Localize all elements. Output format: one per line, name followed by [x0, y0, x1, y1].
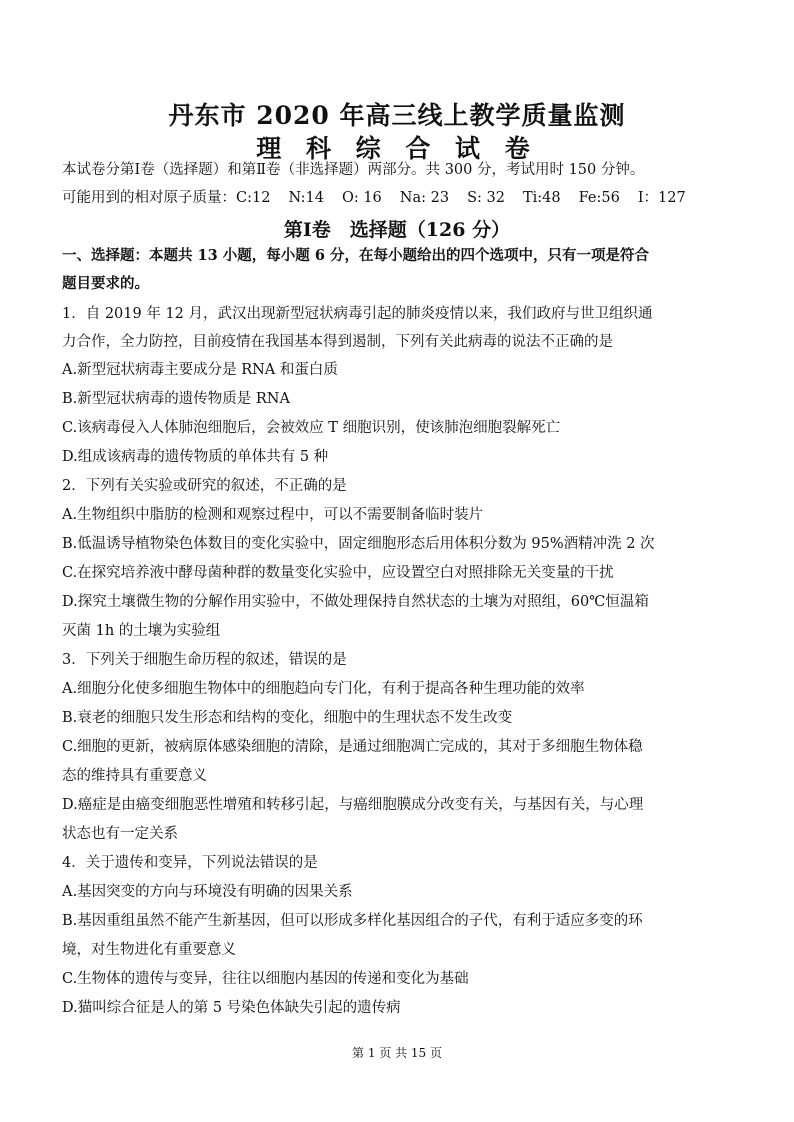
instructions-line-1: 一、选择题：本题共 13 小题，每小题 6 分，在每小题给出的四个选项中，只有一项是符合: [62, 247, 649, 264]
atom-na: Na: 23: [399, 190, 450, 206]
atom-ti: Ti:48: [522, 190, 561, 206]
q3-option-c-2: 态的维持具有重要意义: [62, 768, 207, 784]
atom-c: C:12: [236, 190, 271, 206]
exam-subtitle: 理 科 综 合 试 卷: [256, 134, 538, 163]
q3-option-d-2: 状态也有一定关系: [62, 826, 178, 842]
section-title: 第Ⅰ卷 选择题（126 分）: [283, 219, 511, 241]
exam-title: 丹东市 2020 年高三线上教学质量监测: [168, 101, 626, 130]
q1-stem-1: 1．自 2019 年 12 月，武汉出现新型冠状病毒引起的肺炎疫情以来，我们政府与世卫组织通: [62, 306, 653, 322]
q2-option-d-2: 灭菌 1h 的土壤为实验组: [62, 623, 221, 639]
q4-option-b-2: 境，对生物进化有重要意义: [62, 942, 236, 958]
q1-option-b: B.新型冠状病毒的遗传物质是 RNA: [62, 391, 290, 407]
q1-stem-2: 力合作，全力防控，目前疫情在我国基本得到遏制，下列有关此病毒的说法不正确的是: [62, 334, 613, 350]
q2-option-d-1: D.探究土壤微生物的分解作用实验中，不做处理保持自然状态的土壤为对照组，60℃恒温箱: [62, 594, 649, 610]
atomic-masses-label: 可能用到的相对原子质量：: [62, 190, 236, 206]
q4-stem: 4．关于遗传和变异，下列说法错误的是: [62, 855, 318, 871]
q2-option-a: A.生物组织中脂肪的检测和观察过程中，可以不需要制备临时装片: [62, 507, 484, 523]
q2-option-b: B.低温诱导植物染色体数目的变化实验中，固定细胞形态后用体积分数为 95%酒精冲洗 2 次: [62, 536, 655, 552]
atomic-masses: [62, 188, 742, 208]
q4-option-c: C.生物体的遗传与变异，往往以细胞内基因的传递和变化为基础: [62, 971, 469, 987]
q3-option-c-1: C.细胞的更新，被病原体感染细胞的清除，是通过细胞凋亡完成的，其对于多细胞生物体稳: [62, 739, 643, 755]
q3-option-a: A.细胞分化使多细胞生物体中的细胞趋向专门化，有利于提高各种生理功能的效率: [62, 681, 585, 697]
q3-option-b: B.衰老的细胞只发生形态和结构的变化，细胞中的生理状态不发生改变: [62, 710, 513, 726]
q4-option-a: A.基因突变的方向与环境没有明确的因果关系: [62, 884, 353, 900]
page-footer: 第 1 页 共 15 页: [352, 1046, 442, 1060]
q4-option-d: D.猫叫综合征是人的第 5 号染色体缺失引起的遗传病: [62, 1000, 401, 1016]
q4-option-b-1: B.基因重组虽然不能产生新基因，但可以形成多样化基因组合的子代，有利于适应多变的环: [62, 913, 643, 929]
intro-line: 本试卷分第Ⅰ卷（选择题）和第Ⅱ卷（非选择题）两部分。共 300 分，考试用时 150 分钟。: [62, 162, 645, 178]
atom-i: I：127: [637, 190, 686, 206]
q3-option-d-1: D.癌症是由癌变细胞恶性增殖和转移引起，与癌细胞膜成分改变有关，与基因有关，与心理: [62, 797, 644, 813]
q2-option-c: C.在探究培养液中酵母菌种群的数量变化实验中，应设置空白对照排除无关变量的干扰: [62, 565, 614, 581]
atom-o: O: 16: [341, 190, 382, 206]
q1-option-c: C.该病毒侵入人体肺泡细胞后，会被效应 T 细胞识别，使该肺泡细胞裂解死亡: [62, 420, 561, 436]
instructions-line-2: 题目要求的。: [62, 275, 149, 292]
atom-n: N:14: [288, 190, 324, 206]
q3-stem: 3．下列关于细胞生命历程的叙述，错误的是: [62, 652, 347, 668]
q1-option-a: A.新型冠状病毒主要成分是 RNA 和蛋白质: [62, 362, 338, 378]
atom-s: S: 32: [467, 190, 505, 206]
q1-option-d: D.组成该病毒的遗传物质的单体共有 5 种: [62, 449, 329, 465]
atom-fe: Fe:56: [578, 190, 620, 206]
q2-stem: 2．下列有关实验或研究的叙述，不正确的是: [62, 478, 347, 494]
